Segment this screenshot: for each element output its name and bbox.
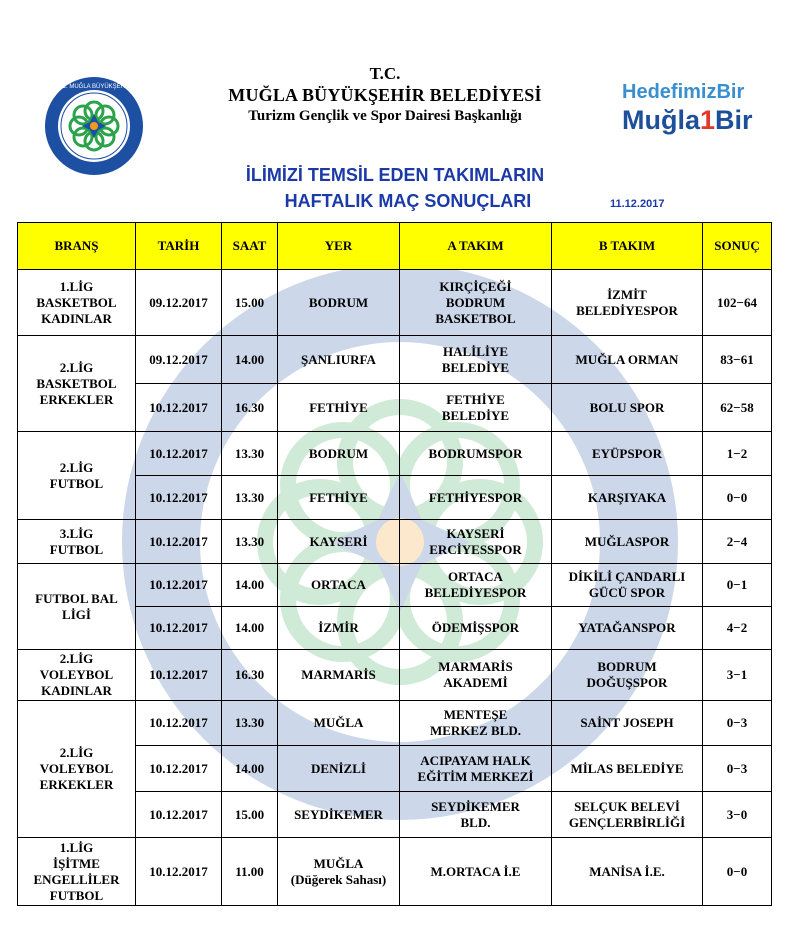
- venue-cell: SEYDİKEMER: [278, 792, 400, 838]
- team-b-cell: MUĞLA ORMAN: [552, 336, 703, 384]
- brand-mugla: Muğla: [622, 105, 700, 135]
- branch-cell: 2.LİG VOLEYBOL ERKEKLER: [18, 701, 136, 838]
- score-cell: 102−64: [703, 270, 772, 336]
- team-a-cell: FETHİYESPOR: [400, 476, 552, 520]
- team-a-cell: HALİLİYE BELEDİYE: [400, 336, 552, 384]
- team-a-cell: MENTEŞE MERKEZ BLD.: [400, 701, 552, 746]
- team-a-cell: MARMARİS AKADEMİ: [400, 650, 552, 701]
- hedefimizbir-logo: [622, 80, 753, 136]
- time-cell: 16.30: [222, 650, 278, 701]
- time-cell: 15.00: [222, 792, 278, 838]
- table-row: [18, 432, 772, 476]
- date-cell: 10.12.2017: [136, 838, 222, 906]
- table-row: [18, 270, 772, 336]
- score-cell: 83−61: [703, 336, 772, 384]
- col-header-team-a: A TAKIM: [400, 223, 552, 270]
- col-header-branch: BRANŞ: [18, 223, 136, 270]
- score-cell: 0−0: [703, 476, 772, 520]
- team-b-cell: DİKİLİ ÇANDARLI GÜCÜ SPOR: [552, 564, 703, 607]
- col-header-venue: YER: [278, 223, 400, 270]
- venue-cell: BODRUM: [278, 270, 400, 336]
- score-cell: 3−1: [703, 650, 772, 701]
- date-cell: 10.12.2017: [136, 520, 222, 564]
- tc-heading: T.C.: [369, 64, 401, 83]
- municipality-seal-logo: [44, 76, 144, 176]
- score-cell: 0−1: [703, 564, 772, 607]
- time-cell: 14.00: [222, 336, 278, 384]
- team-b-cell: MİLAS BELEDİYE: [552, 746, 703, 792]
- score-cell: 4−2: [703, 607, 772, 650]
- col-header-team-b: B TAKIM: [552, 223, 703, 270]
- title-line1: İLİMİZİ TEMSİL EDEN TAKIMLARIN: [245, 165, 545, 185]
- team-b-cell: EYÜPSPOR: [552, 432, 703, 476]
- department-name: Turizm Gençlik ve Spor Dairesi Başkanlığı: [248, 108, 522, 124]
- team-b-cell: SELÇUK BELEVİ GENÇLERBİRLİĞİ: [552, 792, 703, 838]
- brand-bir: Bir: [715, 105, 753, 135]
- score-cell: 0−3: [703, 701, 772, 746]
- venue-cell: MUĞLA (Düğerek Sahası): [278, 838, 400, 906]
- branch-cell: 1.LİG BASKETBOL KADINLAR: [18, 270, 136, 336]
- time-cell: 13.30: [222, 701, 278, 746]
- time-cell: 14.00: [222, 746, 278, 792]
- report-date: 11.12.2017: [610, 198, 665, 210]
- time-cell: 11.00: [222, 838, 278, 906]
- table-row: [18, 650, 772, 701]
- date-cell: 10.12.2017: [136, 650, 222, 701]
- col-header-score: SONUÇ: [703, 223, 772, 270]
- time-cell: 14.00: [222, 607, 278, 650]
- date-cell: 10.12.2017: [136, 607, 222, 650]
- venue-cell: FETHİYE: [278, 476, 400, 520]
- venue-cell: İZMİR: [278, 607, 400, 650]
- table-row: [18, 564, 772, 607]
- date-cell: 10.12.2017: [136, 432, 222, 476]
- title-line2: HAFTALIK MAÇ SONUÇLARI: [284, 191, 532, 211]
- col-header-time: SAAT: [222, 223, 278, 270]
- time-cell: 13.30: [222, 520, 278, 564]
- time-cell: 13.30: [222, 476, 278, 520]
- brand-line2: [622, 104, 753, 136]
- date-cell: 09.12.2017: [136, 270, 222, 336]
- branch-cell: FUTBOL BAL LİGİ: [18, 564, 136, 650]
- score-cell: 0−0: [703, 838, 772, 906]
- time-cell: 15.00: [222, 270, 278, 336]
- score-cell: 0−3: [703, 746, 772, 792]
- team-b-cell: YATAĞANSPOR: [552, 607, 703, 650]
- date-cell: 10.12.2017: [136, 792, 222, 838]
- venue-cell: ORTACA: [278, 564, 400, 607]
- brand-one: 1: [700, 105, 716, 135]
- document-header: [170, 64, 600, 126]
- team-b-cell: BOLU SPOR: [552, 384, 703, 432]
- score-cell: 3−0: [703, 792, 772, 838]
- document-title: [200, 162, 590, 214]
- venue-cell: FETHİYE: [278, 384, 400, 432]
- branch-cell: 2.LİG FUTBOL: [18, 432, 136, 520]
- time-cell: 13.30: [222, 432, 278, 476]
- date-cell: 10.12.2017: [136, 746, 222, 792]
- brand-line1: HedefimizBir: [622, 81, 745, 103]
- team-b-cell: İZMİT BELEDİYESPOR: [552, 270, 703, 336]
- table-row: [18, 838, 772, 906]
- venue-cell: BODRUM: [278, 432, 400, 476]
- time-cell: 14.00: [222, 564, 278, 607]
- venue-cell: MUĞLA: [278, 701, 400, 746]
- time-cell: 16.30: [222, 384, 278, 432]
- date-cell: 10.12.2017: [136, 701, 222, 746]
- team-a-cell: FETHİYE BELEDİYE: [400, 384, 552, 432]
- team-b-cell: MANİSA İ.E.: [552, 838, 703, 906]
- team-b-cell: KARŞIYAKA: [552, 476, 703, 520]
- team-a-cell: ÖDEMİŞSPOR: [400, 607, 552, 650]
- table-header-row: [18, 223, 772, 270]
- team-a-cell: M.ORTACA İ.E: [400, 838, 552, 906]
- venue-cell: KAYSERİ: [278, 520, 400, 564]
- date-cell: 10.12.2017: [136, 384, 222, 432]
- svg-text:T.C. MUĞLA BÜYÜKŞEHİR: T.C. MUĞLA BÜYÜKŞEHİR: [56, 84, 132, 90]
- table-row: [18, 701, 772, 746]
- team-a-cell: KAYSERİ ERCİYESSPOR: [400, 520, 552, 564]
- branch-cell: 2.LİG VOLEYBOL KADINLAR: [18, 650, 136, 701]
- score-cell: 2−4: [703, 520, 772, 564]
- score-cell: 1−2: [703, 432, 772, 476]
- table-row: [18, 520, 772, 564]
- team-a-cell: KIRÇİÇEĞİ BODRUM BASKETBOL: [400, 270, 552, 336]
- table-row: [18, 336, 772, 384]
- branch-cell: 1.LİG İŞİTME ENGELLİLER FUTBOL: [18, 838, 136, 906]
- branch-cell: 3.LİG FUTBOL: [18, 520, 136, 564]
- date-cell: 10.12.2017: [136, 476, 222, 520]
- date-cell: 09.12.2017: [136, 336, 222, 384]
- col-header-date: TARİH: [136, 223, 222, 270]
- team-a-cell: ORTACA BELEDİYESPOR: [400, 564, 552, 607]
- team-a-cell: BODRUMSPOR: [400, 432, 552, 476]
- team-a-cell: ACIPAYAM HALK EĞİTİM MERKEZİ: [400, 746, 552, 792]
- branch-cell: 2.LİG BASKETBOL ERKEKLER: [18, 336, 136, 432]
- team-a-cell: SEYDİKEMER BLD.: [400, 792, 552, 838]
- municipality-name: MUĞLA BÜYÜKŞEHİR BELEDİYESİ: [228, 85, 542, 105]
- venue-cell: ŞANLIURFA: [278, 336, 400, 384]
- venue-cell: MARMARİS: [278, 650, 400, 701]
- venue-cell: DENİZLİ: [278, 746, 400, 792]
- team-b-cell: SAİNT JOSEPH: [552, 701, 703, 746]
- results-table: [17, 222, 772, 906]
- team-b-cell: MUĞLASPOR: [552, 520, 703, 564]
- team-b-cell: BODRUM DOĞUŞSPOR: [552, 650, 703, 701]
- score-cell: 62−58: [703, 384, 772, 432]
- date-cell: 10.12.2017: [136, 564, 222, 607]
